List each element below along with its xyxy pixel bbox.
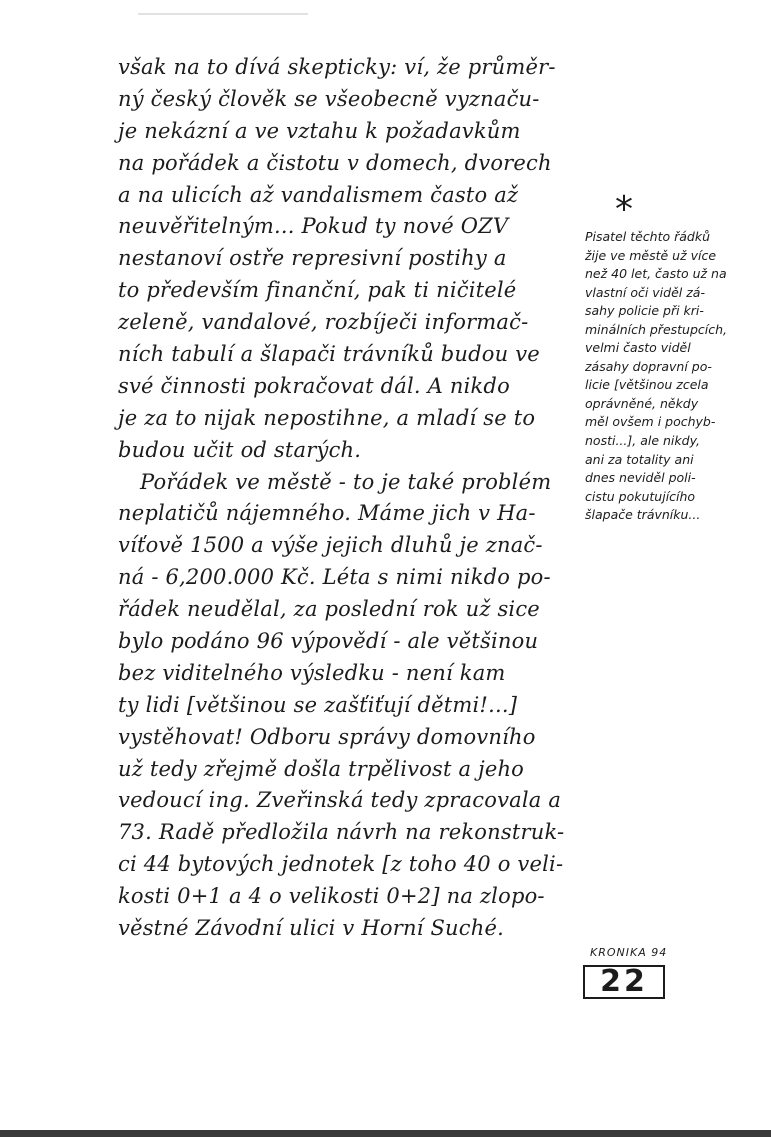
side-note-line: než 40 let, často už na [585,266,727,282]
main-text-line: víťově 1500 a výše jejich dluhů je znač- [118,533,543,558]
side-note-line: cistu pokutujícího [585,488,696,504]
main-text-line: už tedy zřejmě došla trpělivost a jeho [118,756,525,781]
main-text-line: vystěhovat! Odboru správy domovního [118,724,536,749]
top-edge-mark [138,13,308,15]
side-note-line: ani za totality ani [585,451,694,467]
main-text-line: kosti 0+1 a 4 o velikosti 0+2] na zlopo- [118,884,545,909]
side-note-line: žije ve městě už více [585,247,717,263]
chronicle-label: KRONIKA 94 [590,946,668,959]
main-text-line: je nekázní a ve vztahu k požadavkům [118,118,521,143]
side-note-line: vlastní oči viděl zá- [585,284,705,300]
side-note-line: velmi často viděl [585,340,691,356]
main-text-line: bylo podáno 96 výpovědí - ale většinou [118,629,539,654]
side-note-line: sahy policie při kri- [585,303,704,319]
main-text-line: budou učit od starých. [118,437,362,462]
main-text-line: na pořádek a čistotu v domech, dvorech [118,150,552,175]
main-text-line: ních tabulí a šlapači trávníků budou ve [118,342,540,367]
main-text-line: však na to dívá skepticky: ví, že průměr- [118,55,556,79]
main-text-line: nestanoví ostře represivní postihy a [118,246,507,271]
page-number-box [583,965,665,999]
side-note-line: dnes neviděl poli- [585,470,696,486]
side-note-line: Pisatel těchto řádků [585,229,711,244]
main-text-block [118,52,580,945]
side-note-line: oprávněné, někdy [585,395,699,411]
main-text-line: ci 44 bytových jednotek [z toho 40 o veli- [118,852,564,877]
page-number: 22 [600,964,648,999]
asterisk-note-marker: * [615,189,633,230]
side-note-line: minálních přestupcích, [585,321,728,337]
main-text-line: neplatičů nájemného. Máme jich v Ha- [118,501,536,526]
main-text-line: neuvěřitelným... Pokud ty nové OZV [118,214,509,239]
main-text-line: své činnosti pokračovat dál. A nikdo [118,373,510,398]
side-note-line: zásahy dopravní po- [585,358,712,374]
main-text-line: bez viditelného výsledku - není kam [118,660,506,685]
main-text-line: vedoucí ing. Zveřinská tedy zpracovala a [118,788,562,813]
main-text-line: věstné Závodní ulici v Horní Suché. [118,916,504,941]
side-note-line: měl ovšem i pochyb- [585,414,716,430]
main-text-line: Pořádek ve městě - to je také problém [140,469,552,494]
main-text-line: ty lidi [většinou se zašťiťují dětmi!...] [118,692,518,717]
side-note-line: šlapače trávníku... [585,507,701,523]
main-text-line: řádek neudělal, za poslední rok už sice [118,597,540,622]
main-text-line: ný český člověk se všeobecně vyznaču- [118,86,540,111]
main-text-line: a na ulicích až vandalismem často až [118,182,519,207]
side-note-block [585,228,769,525]
bottom-scan-edge [0,1130,771,1137]
side-note-line: nosti...], ale nikdy, [585,433,700,449]
main-text-line: to především finanční, pak ti ničitelé [118,278,517,303]
side-note-line: licie [většinou zcela [585,377,709,393]
main-text-line: zeleně, vandalové, rozbíječi informač- [118,310,529,335]
main-text-line: ná - 6,200.000 Kč. Léta s nimi nikdo po- [118,565,551,590]
main-text-line: 73. Radě předložila návrh na rekonstruk- [118,820,565,845]
main-text-line: je za to nijak nepostihne, a mladí se to [118,405,536,430]
